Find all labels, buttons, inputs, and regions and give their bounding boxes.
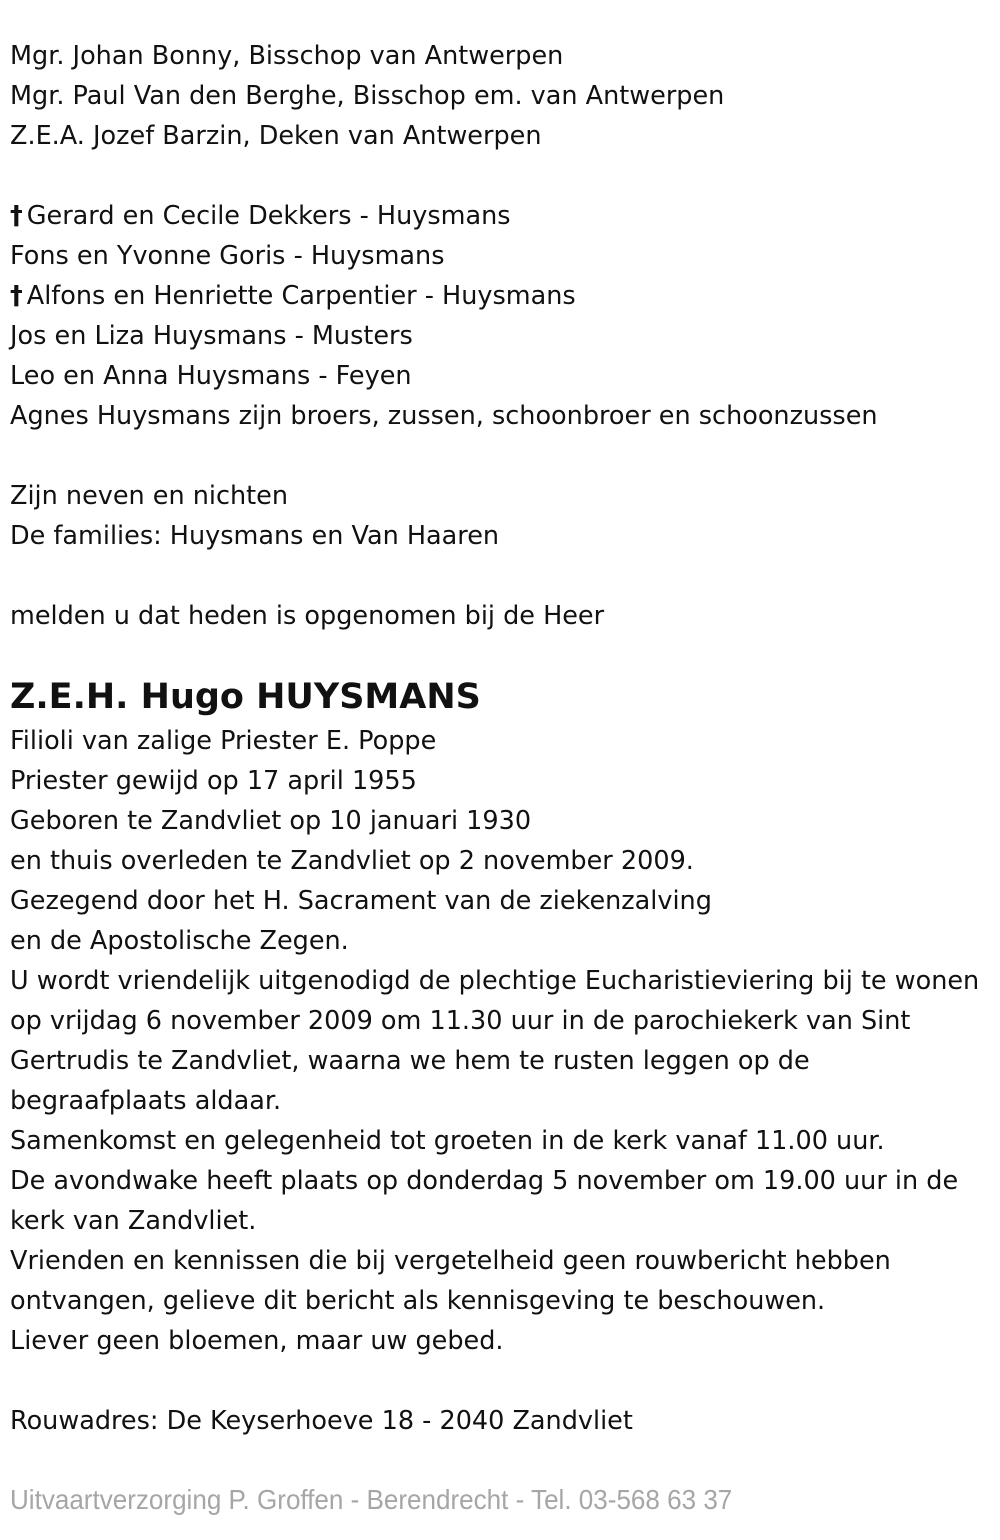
clergy-list <box>10 36 990 156</box>
family-list <box>10 196 990 436</box>
family-line <box>10 396 990 436</box>
announcement: melden u dat heden is opgenomen bij de Heer <box>10 601 605 631</box>
detail-line: Priester gewijd op 17 april 1955 <box>10 766 417 796</box>
family-line <box>10 236 990 276</box>
address: Rouwadres: De Keyserhoeve 18 - 2040 Zandvliet <box>10 1406 633 1436</box>
funeral-director-footer: Uitvaartverzorging P. Groffen - Berendrecht - Tel. 03-568 63 37 <box>10 1484 733 1515</box>
family-name: Fons en Yvonne Goris - Huysmans <box>10 241 445 271</box>
relatives-line: Zijn neven en nichten <box>10 481 289 511</box>
relatives-line: De families: Huysmans en Van Haaren <box>10 521 500 551</box>
clergy-line: Mgr. Paul Van den Berghe, Bisschop em. van Antwerpen <box>10 81 725 111</box>
detail-line: en de Apostolische Zegen. <box>10 926 349 956</box>
family-line <box>10 356 990 396</box>
family-name: Leo en Anna Huysmans - Feyen <box>10 361 412 391</box>
paragraph: De avondwake heeft plaats op donderdag 5 november om 19.00 uur in de kerk van Zandvliet. <box>10 1166 959 1236</box>
paragraph: Samenkomst en gelegenheid tot groeten in de kerk vanaf 11.00 uur. <box>10 1126 885 1156</box>
paragraph: Vrienden en kennissen die bij vergetelheid geen rouwbericht hebben ontvangen, gelieve dit bericht als kennisgeving te beschouwen. <box>10 1246 891 1316</box>
cross-icon: † <box>10 281 23 311</box>
deceased-name: Z.E.H. Hugo HUYSMANS <box>10 677 481 717</box>
clergy-line: Mgr. Johan Bonny, Bisschop van Antwerpen <box>10 41 564 71</box>
detail-line: Gezegend door het H. Sacrament van de ziekenzalving <box>10 886 712 916</box>
obituary-notice <box>10 36 990 1520</box>
family-line <box>10 276 990 316</box>
family-name: Agnes Huysmans zijn broers, zussen, schoonbroer en schoonzussen <box>10 401 878 431</box>
family-name: Gerard en Cecile Dekkers - Huysmans <box>26 201 511 231</box>
family-name: Jos en Liza Huysmans - Musters <box>10 321 413 351</box>
detail-line: en thuis overleden te Zandvliet op 2 november 2009. <box>10 846 694 876</box>
paragraph: U wordt vriendelijk uitgenodigd de plechtige Eucharistieviering bij te wonen op vrijdag 6 november 2009 om 11.30 uur in de parochiekerk van Sint Gertrudis te Zandvliet, waarna we hem te rusten leggen op de begraafplaats aldaar. <box>10 966 980 1116</box>
detail-line: Geboren te Zandvliet op 10 januari 1930 <box>10 806 532 836</box>
clergy-line: Z.E.A. Jozef Barzin, Deken van Antwerpen <box>10 121 542 151</box>
paragraph: Liever geen bloemen, maar uw gebed. <box>10 1326 504 1356</box>
family-name: Alfons en Henriette Carpentier - Huysmans <box>26 281 576 311</box>
detail-line: Filioli van zalige Priester E. Poppe <box>10 726 437 756</box>
cross-icon: † <box>10 201 23 231</box>
family-line <box>10 196 990 236</box>
family-line <box>10 316 990 356</box>
